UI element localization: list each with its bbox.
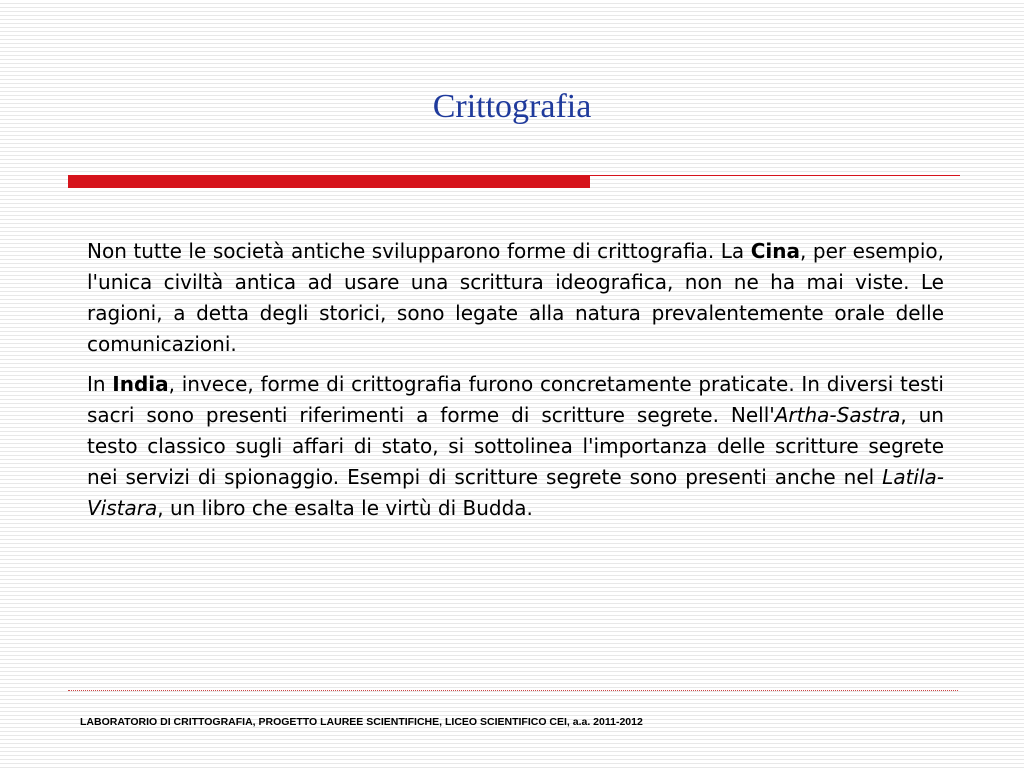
paragraph-cina: Non tutte le società antiche svilupparono forme di crittografia. La Cina, per esempio, l'unica civiltà antica ad usare una scrittura ideografica, non ne ha mai viste. Le ragioni, a detta degli storici, sono legate alla natura prevalentemente orale delle comunicazioni. xyxy=(87,239,944,356)
slide-title: Crittografia xyxy=(432,88,592,125)
slide-body xyxy=(87,236,944,533)
footer-divider xyxy=(68,690,958,691)
emphasis-india: India xyxy=(112,372,169,396)
title-artha-sastra: Artha-Sastra xyxy=(774,403,901,427)
paragraph-india: In India, invece, forme di crittografia furono concretamente praticate. In diversi testi sacri sono presenti riferimenti a forme di scritture segrete. Nell'Artha-Sastra, un testo classico sugli affari di stato, si sottolinea l'importanza delle scritture segrete nei servizi di spionaggio. Esempi di scritture segrete sono presenti anche nel Latila-Vistara, un libro che esalta le virtù di Budda. xyxy=(87,372,944,520)
title-accent-line xyxy=(590,175,960,176)
footer-caption: LABORATORIO DI CRITTOGRAFIA, PROGETTO LAUREE SCIENTIFICHE, LICEO SCIENTIFICO CEI, a.a. 2011-2012 xyxy=(80,716,643,728)
title-accent-bar xyxy=(68,175,590,188)
emphasis-cina: Cina xyxy=(750,239,800,263)
title-latila-vistara: Latila-Vistara xyxy=(87,465,944,520)
